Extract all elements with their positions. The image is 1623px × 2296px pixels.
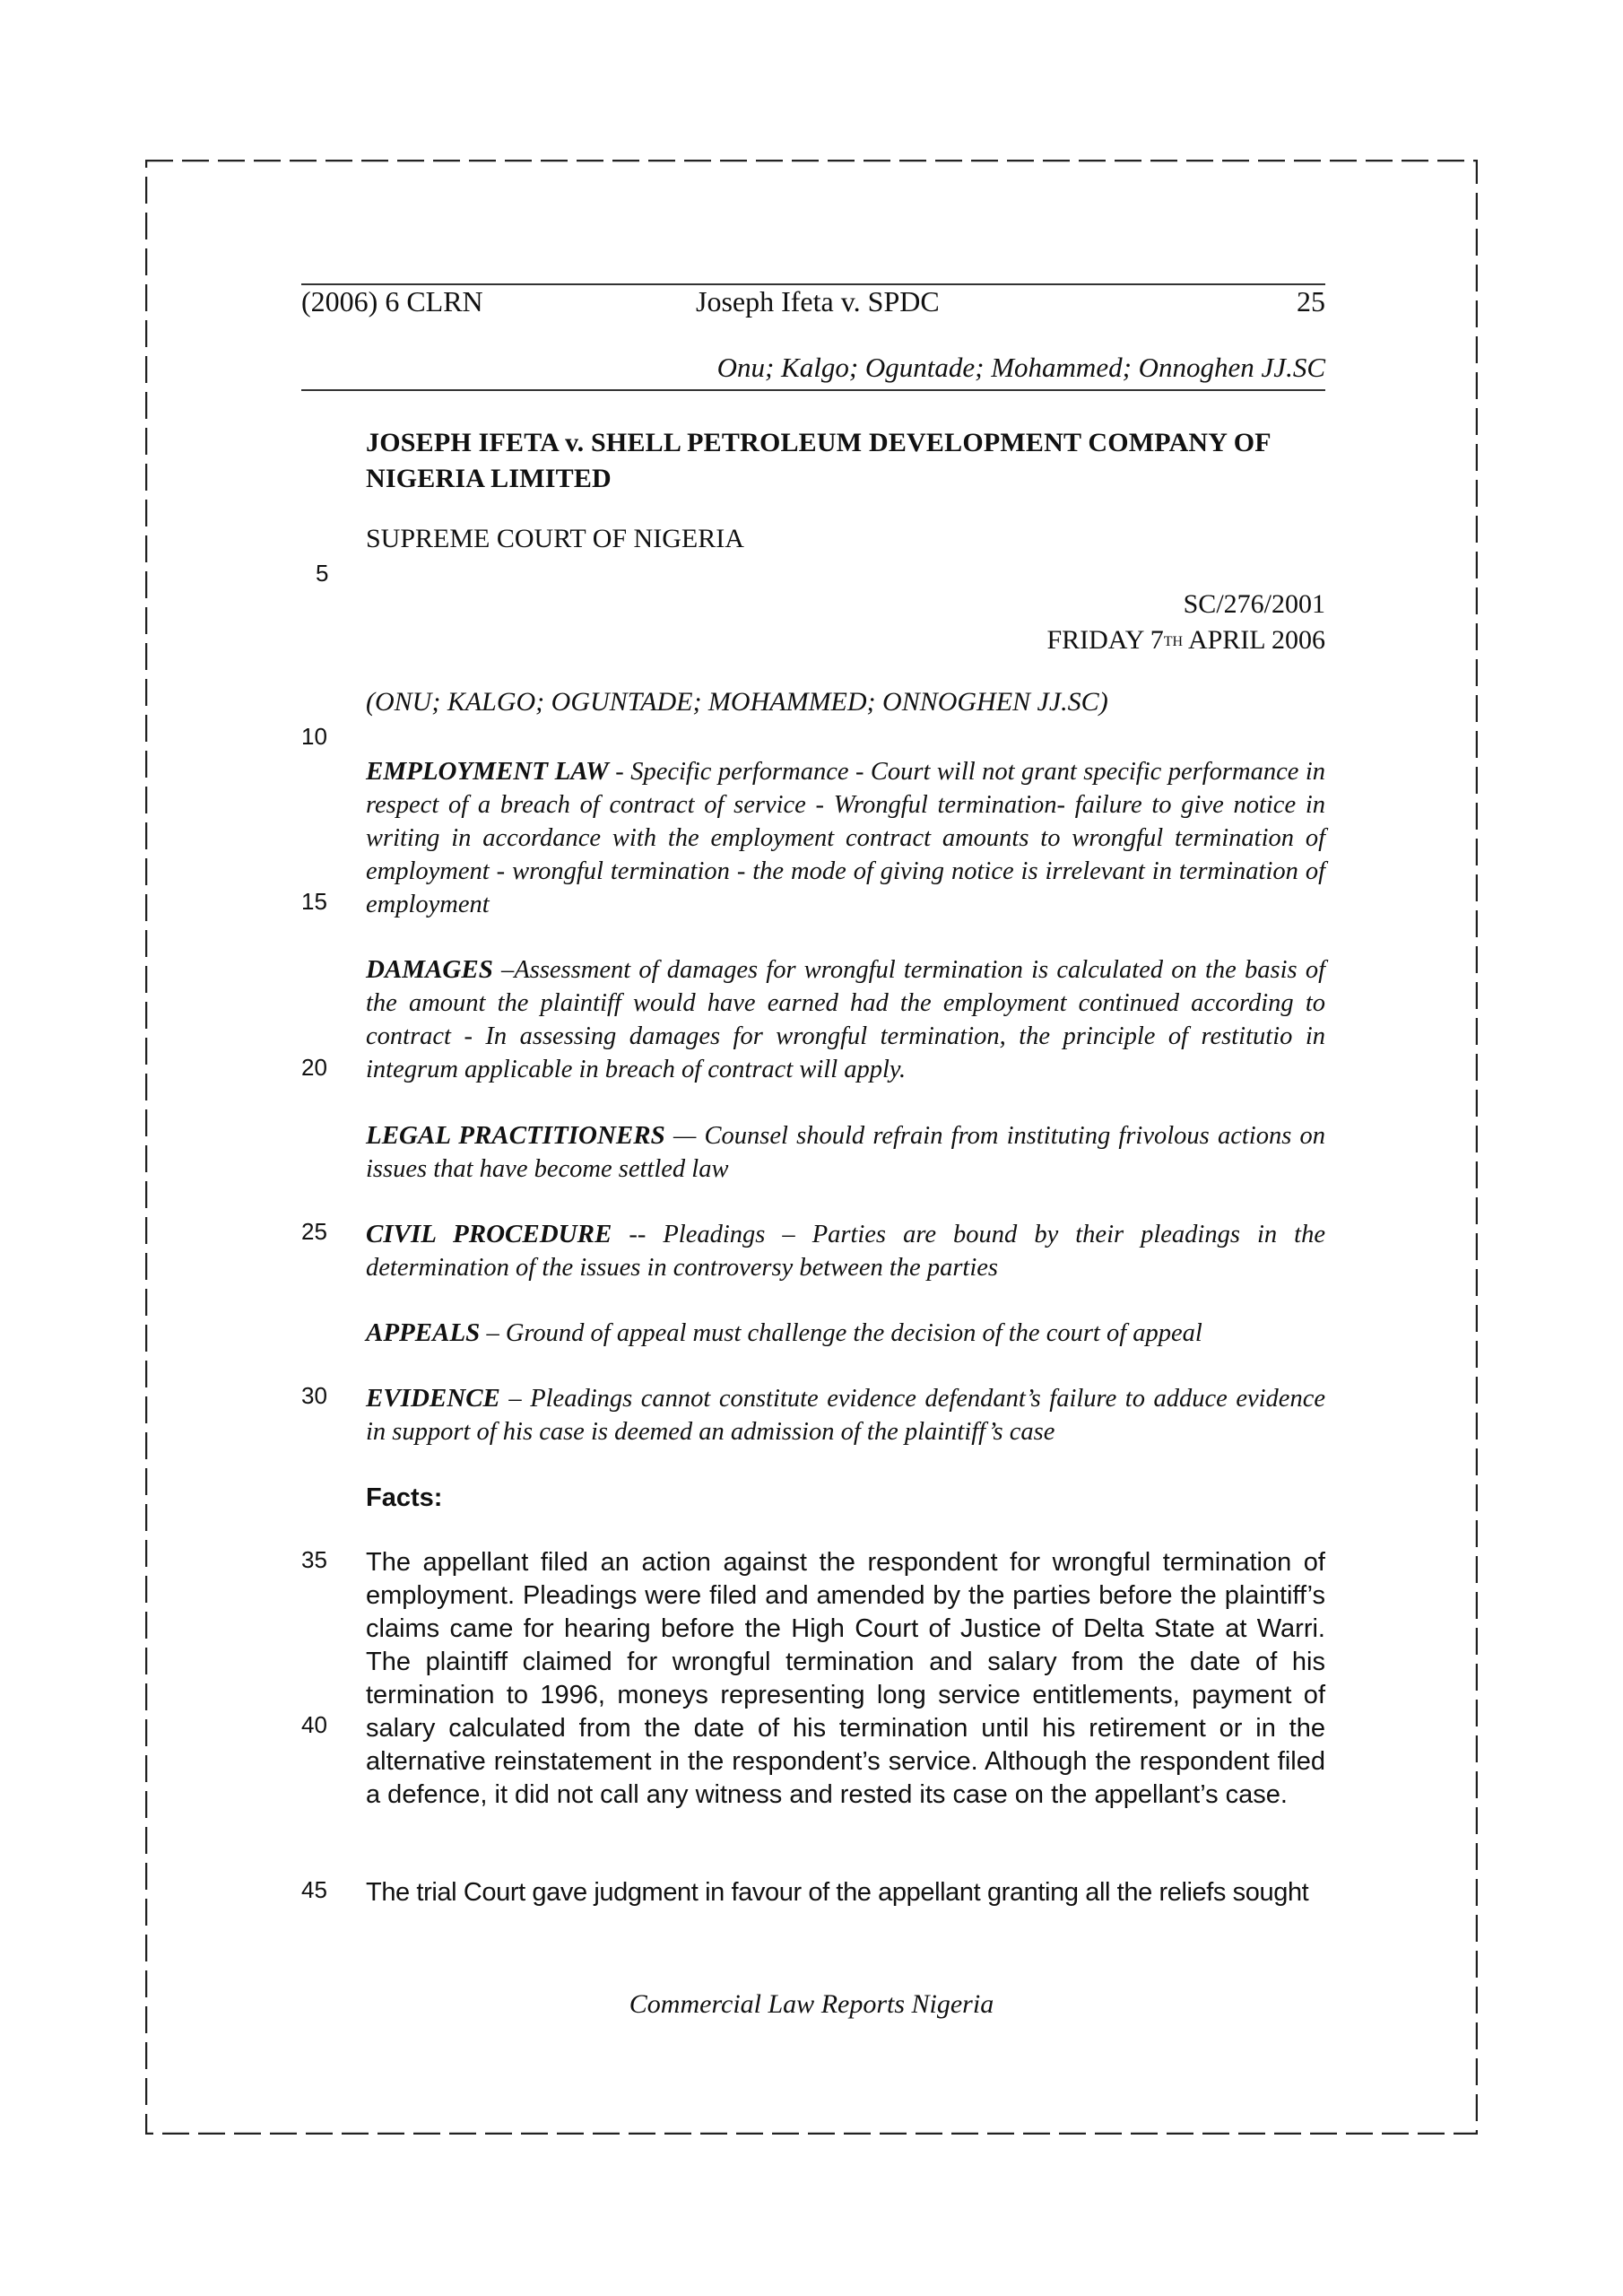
facts-paragraph: The appellant filed an action against the respondent for wrongful termination of employment. Pleadings were filed and amended by the parties before the plaintiff’s claims came for hearing before the High Court of Justice of Delta State at Warri. The plaintiff claimed for wrongful termination and salary from the date of his termination to 1996, moneys representing long service entitlements, payment of salary calculated from the date of his termination until his retirement or in the alternative reinstatement in the respondent’s service. Although the respondent filed a defence, it did not call any witness and rested its case on the appellant’s case. — [366, 1548, 1325, 1809]
facts-paragraph: The trial Court gave judgment in favour of the appellant granting all the reliefs sought — [366, 1878, 1309, 1907]
catchword-legal-practitioners: LEGAL PRACTITIONERS — Counsel should refrain from instituting frivolous actions on issues that have become settled law — [366, 1121, 1325, 1183]
catchword-evidence: EVIDENCE – Pleadings cannot constitute evidence defendant’s failure to adduce evidence in support of his case is deemed an admission of the plaintiff’s case — [366, 1384, 1325, 1446]
coram: (ONU; KALGO; OGUNTADE; MOHAMMED; ONNOGHEN JJ.SC) — [366, 687, 1108, 717]
catchword-civil-procedure: CIVIL PROCEDURE -- Pleadings – Parties are bound by their pleadings in the determination of the issues in controversy between the parties — [366, 1220, 1326, 1282]
catchword-appeals: APPEALS – Ground of appeal must challenge the decision of the court of appeal — [366, 1318, 1202, 1347]
suit-block — [1046, 587, 1325, 658]
case-title: JOSEPH IFETA v. SHELL PETROLEUM DEVELOPMENT COMPANY OF NIGERIA LIMITED — [366, 428, 1271, 493]
line-number: 45 — [301, 1876, 327, 1903]
line-number: 5 — [316, 560, 329, 587]
footer-publication: Commercial Law Reports Nigeria — [629, 1989, 994, 2019]
line-number: 10 — [301, 723, 327, 750]
line-number: 30 — [301, 1382, 327, 1409]
header-case-short: Joseph Ifeta v. SPDC — [696, 285, 940, 317]
header-page-number: 25 — [1297, 285, 1325, 317]
catchword-employment-law: EMPLOYMENT LAW - Specific performance - Court will not grant specific performance in respect of a breach of contract of service - Wrongful termination- failure to give notice in writing in accordance with the employment contract amounts to wrongful termination of employment - wrongful termination - the mode of giving notice is irrelevant in termination of employment — [366, 757, 1325, 918]
header-judges: Onu; Kalgo; Oguntade; Mohammed; Onnoghen JJ.SC — [716, 352, 1325, 383]
line-number: 35 — [301, 1546, 327, 1573]
suit-number: SC/276/2001 — [1183, 589, 1325, 619]
line-number: 25 — [301, 1218, 327, 1245]
line-number: 20 — [301, 1054, 327, 1081]
court-name: SUPREME COURT OF NIGERIA — [366, 524, 744, 553]
header-citation: (2006) 6 CLRN — [301, 285, 483, 317]
header-bottom-rule — [301, 389, 1325, 391]
judgment-date: FRIDAY 7TH APRIL 2006 — [1046, 625, 1325, 655]
line-number: 15 — [301, 888, 327, 915]
facts-heading: Facts: — [366, 1483, 443, 1512]
line-number: 40 — [301, 1711, 327, 1738]
catchword-damages: DAMAGES –Assessment of damages for wrongful termination is calculated on the basis of the amount the plaintiff would have earned had the employment continued according to contract - In assessing damages for wrongful termination, the principle of restitutio in integrum applicable in breach of contract will apply. — [366, 955, 1326, 1083]
